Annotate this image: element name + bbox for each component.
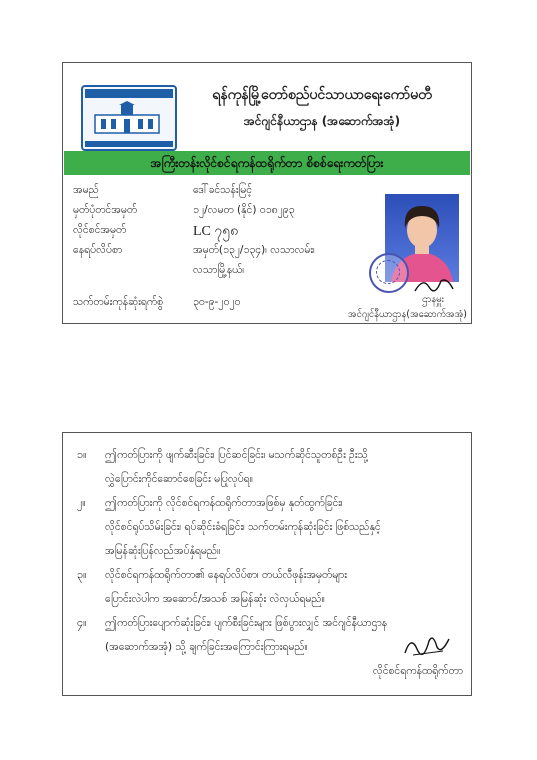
rule-number: ၂။ [77,496,86,509]
signature-caption: လိုင်စင်ရကန်ထရိုက်တာ [372,665,463,677]
signer-name: ဌာနမှူး [422,294,444,305]
signer-title: အင်ဂျင်နီယာဌာန(အဆောက်အအုံ) [347,309,467,320]
field-label-nrc: မှတ်ပုံတင်အမှတ် [73,204,138,216]
rule-line: ဤကတ်ပြားပျောက်ဆုံးခြင်း၊ ပျက်စီးခြင်းများ ဖြစ်ပွားလျှင် အင်ဂျင်နီယာဌာန [105,617,388,629]
card-subtitle: အင်ဂျင်နီယာဌာန (အဆောက်အအုံ) [243,114,401,128]
field-value-nrc: ၁၂/လမတ (နိုင်) ၀၁၈၂၉၃ [193,204,295,216]
rule-line: ဤကတ်ပြားကို လိုင်စင်ရကန်ထရိုက်တာအဖြစ်မှ နုတ်ထွက်ခြင်း၊ [105,497,343,509]
field-value-name: ဒေါ်ခင်သန်းမြင့် [193,184,253,196]
field-label-address: နေရပ်လိပ်စာ [73,244,123,256]
city-hall-icon [91,101,163,137]
id-card-back [62,432,472,696]
card-title: ရန်ကုန်မြို့တော်စည်ပင်သာယာရေးကော်မတီ [212,87,432,103]
rule-line: လိုင်စင်ရုပ်သိမ်းခြင်း၊ ရပ်ဆိုင်းခံရခြင်း၊ သက်တမ်းကုန်ဆုံးခြင်း ဖြစ်သည်နှင့် [105,521,381,533]
field-value-license: LC ၇၅၈ [193,224,239,239]
rule-item [77,443,457,491]
card-type-band: အကြီးတန်းလိုင်စင်ရကန်ထရိုက်တာ စိစစ်ရေးကတ်ပြား [64,151,470,175]
rule-item [77,491,457,563]
field-label-name: အမည် [73,184,99,196]
ycdc-logo [81,85,177,151]
rule-number: ၄။ [77,616,87,629]
field-value-validity: ၃၀-၉-၂၀၂၀ [193,296,241,308]
rule-number: ၃။ [77,568,87,581]
field-value-address-line2: လသာမြို့နယ်၊ [193,264,244,276]
rule-line: အမြန်ဆုံးပြန်လည်အပ်နှံရမည်။ [105,545,221,557]
signature-mark [413,275,457,295]
field-label-validity: သက်တမ်းကုန်ဆုံးရက်စွဲ [73,296,164,308]
rule-item [77,595,457,659]
signature-mark [403,631,451,659]
field-label-license: လိုင်စင်အမှတ် [73,224,127,236]
rule-line: ဤကတ်ပြားကို ဖျက်ဆီးခြင်း၊ ပြင်ဆင်ခြင်း၊ မသက်ဆိုင်သူတစ်ဦး ဦးသို့ [105,449,368,461]
rule-number: ၁။ [77,448,87,461]
rule-line: ပြောင်းလဲပါက အဆောင်/အသစ် အမြန်ဆုံး လဲလှယ်ရမည်။ [105,593,325,605]
rule-line: လိုင်စင်ရကန်ထရိုက်တာ၏ နေရပ်လိပ်စာ၊ တယ်လီဖုန်းအမှတ်များ [105,569,347,581]
id-card-front [62,62,472,324]
field-value-address-line1: အမှတ်(၁၃၂/၁၃၄)၊ လသာလမ်း၊ [193,244,315,256]
rule-line: (အဆောက်အအုံ) သို့ ချက်ခြင်းအကြောင်းကြားရမည်။ [105,641,308,653]
rule-line: လွှဲပြောင်းကိုင်ဆောင်စေခြင်း မပြုလုပ်ရ။ [105,473,253,485]
official-seal [369,253,409,293]
